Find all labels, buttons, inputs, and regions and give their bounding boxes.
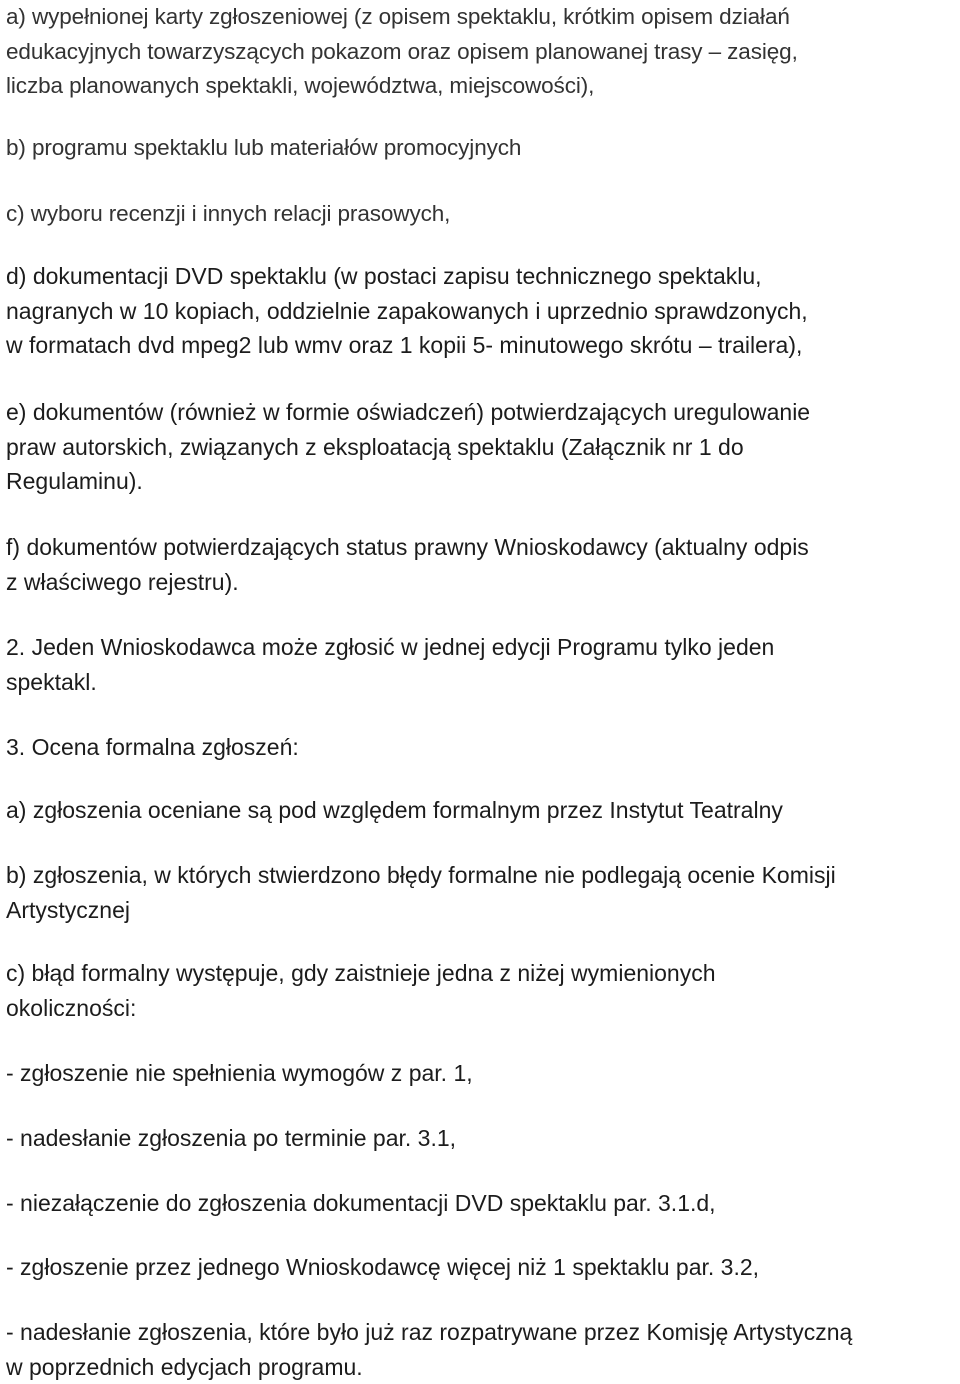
paragraph-b — [6, 131, 956, 166]
text-line: c) wyboru recenzji i innych relacji prasowych, — [6, 197, 956, 232]
text-line: w poprzednich edycjach programu. — [6, 1350, 956, 1384]
text-line: nagranych w 10 kopiach, oddzielnie zapakowanych i uprzednio sprawdzonych, — [6, 294, 956, 329]
list-item-dash-3 — [6, 1186, 956, 1221]
text-line: - zgłoszenie nie spełnienia wymogów z par. 1, — [6, 1056, 956, 1091]
list-item-dash-5 — [6, 1315, 956, 1384]
text-line: f) dokumentów potwierdzających status prawny Wnioskodawcy (aktualny odpis — [6, 530, 956, 565]
text-line: d) dokumentacji DVD spektaklu (w postaci zapisu technicznego spektaklu, — [6, 259, 956, 294]
text-line: c) błąd formalny występuje, gdy zaistnieje jedna z niżej wymienionych — [6, 956, 956, 991]
text-line: Regulaminu). — [6, 464, 956, 499]
text-line: okoliczności: — [6, 991, 956, 1026]
text-line: 2. Jeden Wnioskodawca może zgłosić w jednej edycji Programu tylko jeden — [6, 630, 956, 665]
paragraph-e — [6, 395, 956, 499]
text-line: a) wypełnionej karty zgłoszeniowej (z opisem spektaklu, krótkim opisem działań — [6, 0, 956, 35]
text-line: spektakl. — [6, 665, 956, 700]
text-line: w formatach dvd mpeg2 lub wmv oraz 1 kopii 5- minutowego skrótu – trailera), — [6, 328, 956, 363]
paragraph-point-2 — [6, 630, 956, 699]
text-line: e) dokumentów (również w formie oświadczeń) potwierdzających uregulowanie — [6, 395, 956, 430]
text-line: Artystycznej — [6, 893, 956, 928]
text-line: - nadesłanie zgłoszenia po terminie par. 3.1, — [6, 1121, 956, 1156]
paragraph-d — [6, 259, 956, 363]
paragraph-3a — [6, 793, 956, 828]
paragraph-3b — [6, 858, 956, 927]
paragraph-c — [6, 197, 956, 232]
list-item-dash-2 — [6, 1121, 956, 1156]
paragraph-f — [6, 530, 956, 599]
text-line: - nadesłanie zgłoszenia, które było już raz rozpatrywane przez Komisję Artystyczną — [6, 1315, 956, 1350]
paragraph-3c — [6, 956, 956, 1025]
text-line: b) zgłoszenia, w których stwierdzono błędy formalne nie podlegają ocenie Komisji — [6, 858, 956, 893]
text-line: a) zgłoszenia oceniane są pod względem formalnym przez Instytut Teatralny — [6, 793, 956, 828]
text-line: praw autorskich, związanych z eksploatacją spektaklu (Załącznik nr 1 do — [6, 430, 956, 465]
text-line: - zgłoszenie przez jednego Wnioskodawcę więcej niż 1 spektaklu par. 3.2, — [6, 1250, 956, 1285]
text-line: - niezałączenie do zgłoszenia dokumentacji DVD spektaklu par. 3.1.d, — [6, 1186, 956, 1221]
text-line: liczba planowanych spektakli, województwa, miejscowości), — [6, 69, 956, 104]
section-heading: 3. Ocena formalna zgłoszeń: — [6, 730, 956, 765]
text-line: z właściwego rejestru). — [6, 565, 956, 600]
paragraph-point-3 — [6, 730, 956, 765]
list-item-dash-1 — [6, 1056, 956, 1091]
text-line: edukacyjnych towarzyszących pokazom oraz opisem planowanej trasy – zasięg, — [6, 35, 956, 70]
list-item-dash-4 — [6, 1250, 956, 1285]
text-line: b) programu spektaklu lub materiałów promocyjnych — [6, 131, 956, 166]
paragraph-a — [6, 0, 956, 104]
